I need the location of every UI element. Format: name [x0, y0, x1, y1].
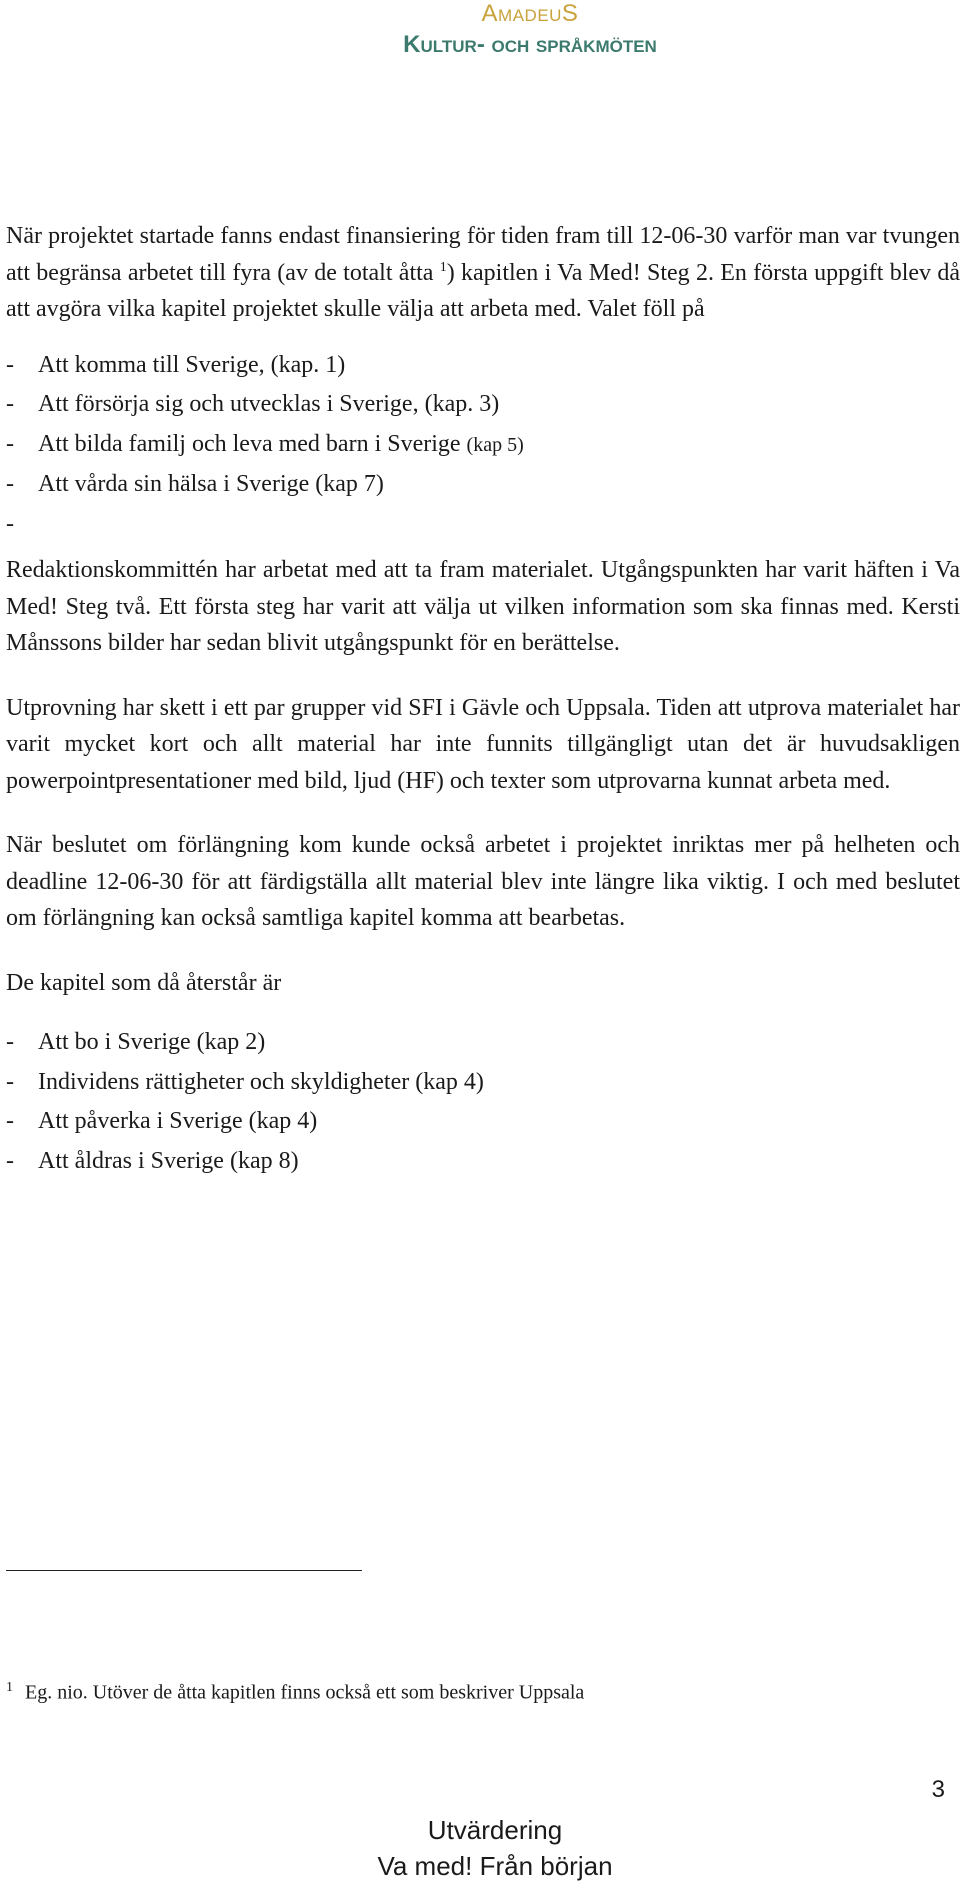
list-item-text: Att bilda familj och leva med barn i Sverige	[38, 430, 467, 457]
list-item-text: Att vårda sin hälsa i Sverige (kap 7)	[38, 471, 384, 497]
list-item-text: Individens rättigheter och skyldigheter (kap 4)	[38, 1068, 484, 1095]
footnote-divider	[6, 1570, 362, 1571]
list-item-text: Att komma till Sverige, (kap. 1)	[38, 351, 346, 378]
list-dash: -	[6, 510, 14, 537]
intro-paragraph	[6, 218, 960, 328]
footnote-ref: 1	[439, 259, 447, 275]
page-number: 3	[931, 1776, 945, 1803]
list-item-text: Att åldras i Sverige (kap 8)	[38, 1147, 299, 1174]
paragraph-extension: När beslutet om förlängning kom kunde också arbetet i projektet inriktas mer på helheten och deadline 12-06-30 för att färdigställa allt material blev inte längre lika viktig. I och med beslutet om förlängning kan också samtliga kapitel komma att bearbetas.	[6, 832, 960, 931]
list-item	[6, 1063, 960, 1103]
list-item	[6, 346, 960, 386]
list-item	[6, 385, 960, 425]
footnote-number: 1	[6, 1680, 13, 1695]
footnote-text: Eg. nio. Utöver de åtta kapitlen finns också ett som beskriver Uppsala	[25, 1681, 585, 1704]
intro-text-start: När projektet startade fanns endast finansiering för tiden fram till 12-06-30 varför man var tvungen att begränsa arbetet till fyra (av de totalt åtta	[6, 223, 960, 286]
list-dash: -	[6, 471, 14, 497]
footer-line-2: Va med! Från början	[377, 1851, 613, 1881]
page-footer	[340, 1812, 650, 1884]
brand-subtitle: Kultur- och språkmöten	[403, 31, 657, 58]
list-item	[6, 505, 960, 545]
list-dash: -	[6, 430, 14, 457]
document-body	[6, 218, 960, 1181]
list-item	[6, 1102, 960, 1142]
remaining-chapters-list	[6, 1023, 960, 1181]
list-item	[6, 1023, 960, 1063]
list-item	[6, 465, 960, 505]
list-item-chapter-ref: (kap 5)	[466, 433, 524, 456]
list-dash: -	[6, 1108, 14, 1134]
footnote	[6, 1674, 584, 1707]
page-header	[0, 0, 960, 70]
list-item	[6, 425, 960, 466]
chosen-chapters-list	[6, 346, 960, 545]
paragraph-editorial: Redaktionskommittén har arbetat med att ta fram materialet. Utgångspunkten har varit häften i Va Med! Steg två. Ett första steg har varit att välja ut vilken information som ska finnas med. Kersti Månssons bilder har sedan blivit utgångspunkt för en berättelse.	[6, 557, 960, 656]
remaining-heading: De kapitel som då återstår är	[6, 969, 282, 996]
brand-name: AmadeuS	[481, 0, 579, 27]
list-item-text: Att påverka i Sverige (kap 4)	[38, 1108, 318, 1134]
list-dash: -	[6, 1147, 14, 1174]
list-dash: -	[6, 351, 14, 378]
list-dash: -	[6, 1029, 14, 1055]
list-dash: -	[6, 391, 14, 417]
list-item-text: Att försörja sig och utvecklas i Sverige, (kap. 3)	[38, 391, 500, 417]
list-item	[6, 1142, 960, 1182]
list-dash: -	[6, 1068, 14, 1095]
footer-line-1: Utvärdering	[427, 1815, 563, 1845]
brand-logo	[370, 0, 690, 60]
intro-text-end: ) kapitlen i Va Med! Steg 2. En första uppgift blev då att avgöra vilka kapitel projektet skulle välja att arbeta med. Valet föll på	[6, 259, 960, 322]
paragraph-testing: Utprovning har skett i ett par grupper vid SFI i Gävle och Uppsala. Tiden att utprova materialet har varit mycket kort och allt material har inte funnits tillgängligt utan det är huvudsakligen powerpointpresentationer med bild, ljud (HF) och texter som utprovarna kunnat arbeta med.	[6, 694, 960, 794]
list-item-text: Att bo i Sverige (kap 2)	[38, 1029, 266, 1055]
